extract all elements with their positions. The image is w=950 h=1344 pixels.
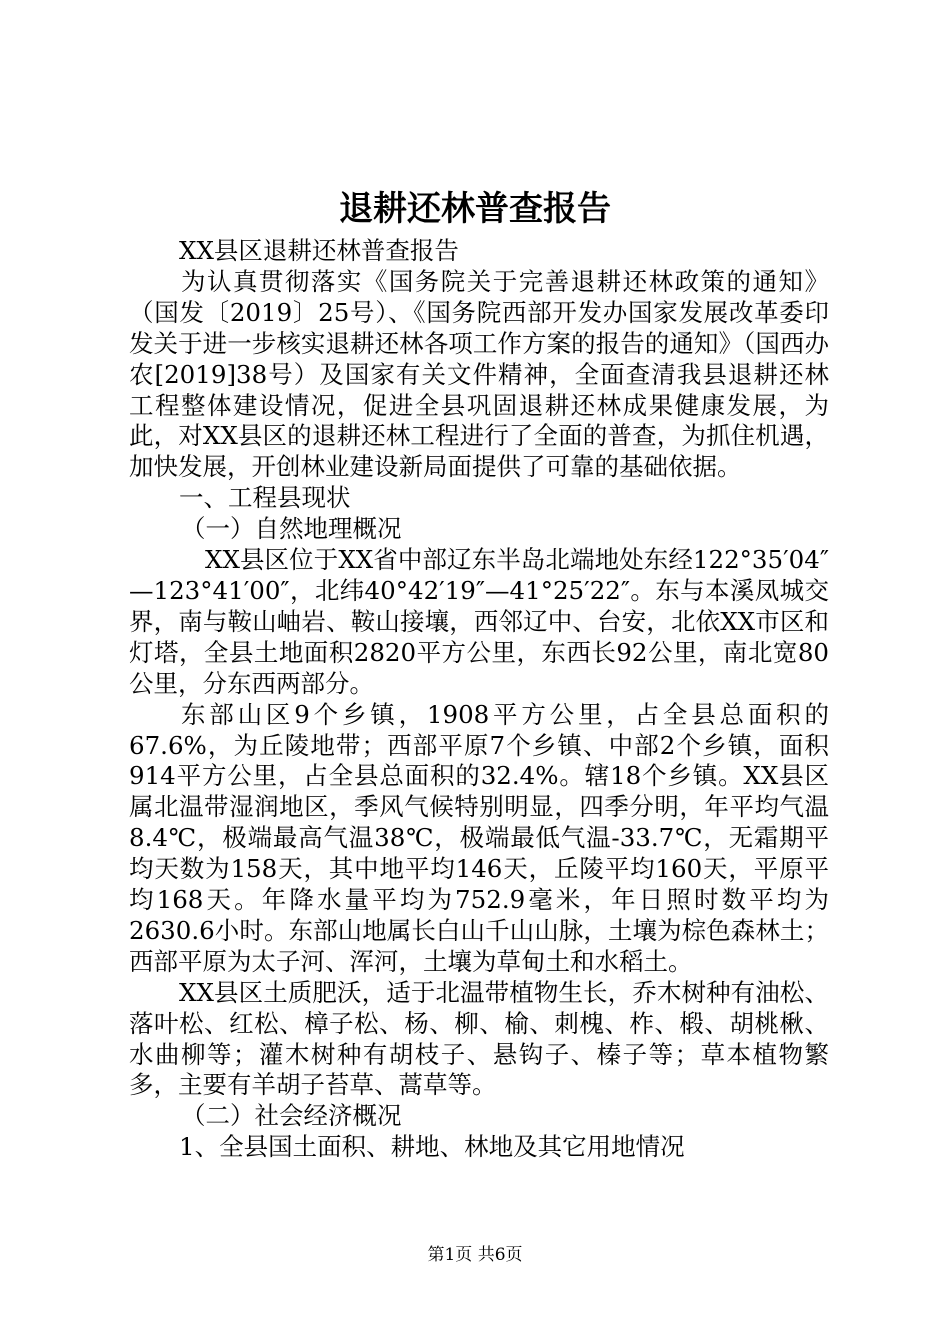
section-heading-1: 一、工程县现状: [179, 483, 351, 513]
paragraph-geography: XX县区位于XX省中部辽东半岛北端地处东经122°35′04″—123°41′00″，北纬40°42′19″—41°25′22″。东与本溪凤城交界，南与鞍山岫岩、鞍山接壤，西邻辽中、台安，北依XX市区和灯塔，全县土地面积2820平方公里，东西长92公里，南北宽80公里，分东西两部分。: [129, 545, 829, 698]
document-body: [129, 236, 829, 1163]
subsection-heading-1: （一）自然地理概况: [181, 514, 402, 544]
paragraph-climate: 东部山区9个乡镇，1908平方公里，占全县总面积的67.6%，为丘陵地带；西部平原7个乡镇、中部2个乡镇，面积914平方公里，占全县总面积的32.4%。辖18个乡镇。XX县区属北温带湿润地区，季风气候特别明显，四季分明，年平均气温8.4℃，极端最高气温38℃，极端最低气温-33.7℃，无霜期平均天数为158天，其中地平均146天，丘陵平均160天，平原平均168天。年降水量平均为752.9毫米，年日照时数平均为2630.6小时。东部山地属长白山千山山脉，土壤为棕色森林土；西部平原为太子河、浑河，土壤为草甸土和水稻土。: [129, 699, 829, 976]
report-subtitle: XX县区退耕还林普查报告: [179, 236, 459, 265]
paragraph-vegetation: XX县区土质肥沃，适于北温带植物生长，乔木树种有油松、落叶松、红松、樟子松、杨、柳、榆、刺槐、柞、椴、胡桃楸、水曲柳等；灌木树种有胡枝子、悬钩子、榛子等；草本植物繁多，主要有羊胡子苔草、蒿草等。: [129, 977, 829, 1100]
subsection-heading-2: （二）社会经济概况: [181, 1101, 402, 1131]
list-item-heading: 1、全县国土面积、耕地、林地及其它用地情况: [179, 1132, 685, 1162]
paragraph-intro: 为认真贯彻落实《国务院关于完善退耕还林政策的通知》（国发〔2019〕25号）、《国务院西部开发办国家发展改革委印发关于进一步核实退耕还林各项工作方案的报告的通知》（国西办农[2019]38号）及国家有关文件精神，全面查清我县退耕还林工程整体建设情况，促进全县巩固退耕还林成果健康发展，为此，对XX县区的退耕还林工程进行了全面的普查，为抓住机遇，加快发展，开创林业建设新局面提供了可靠的基础依据。: [129, 266, 829, 482]
page-number-footer: 第1页 共6页: [427, 1245, 523, 1265]
document-title: 退耕还林普查报告: [339, 189, 611, 229]
